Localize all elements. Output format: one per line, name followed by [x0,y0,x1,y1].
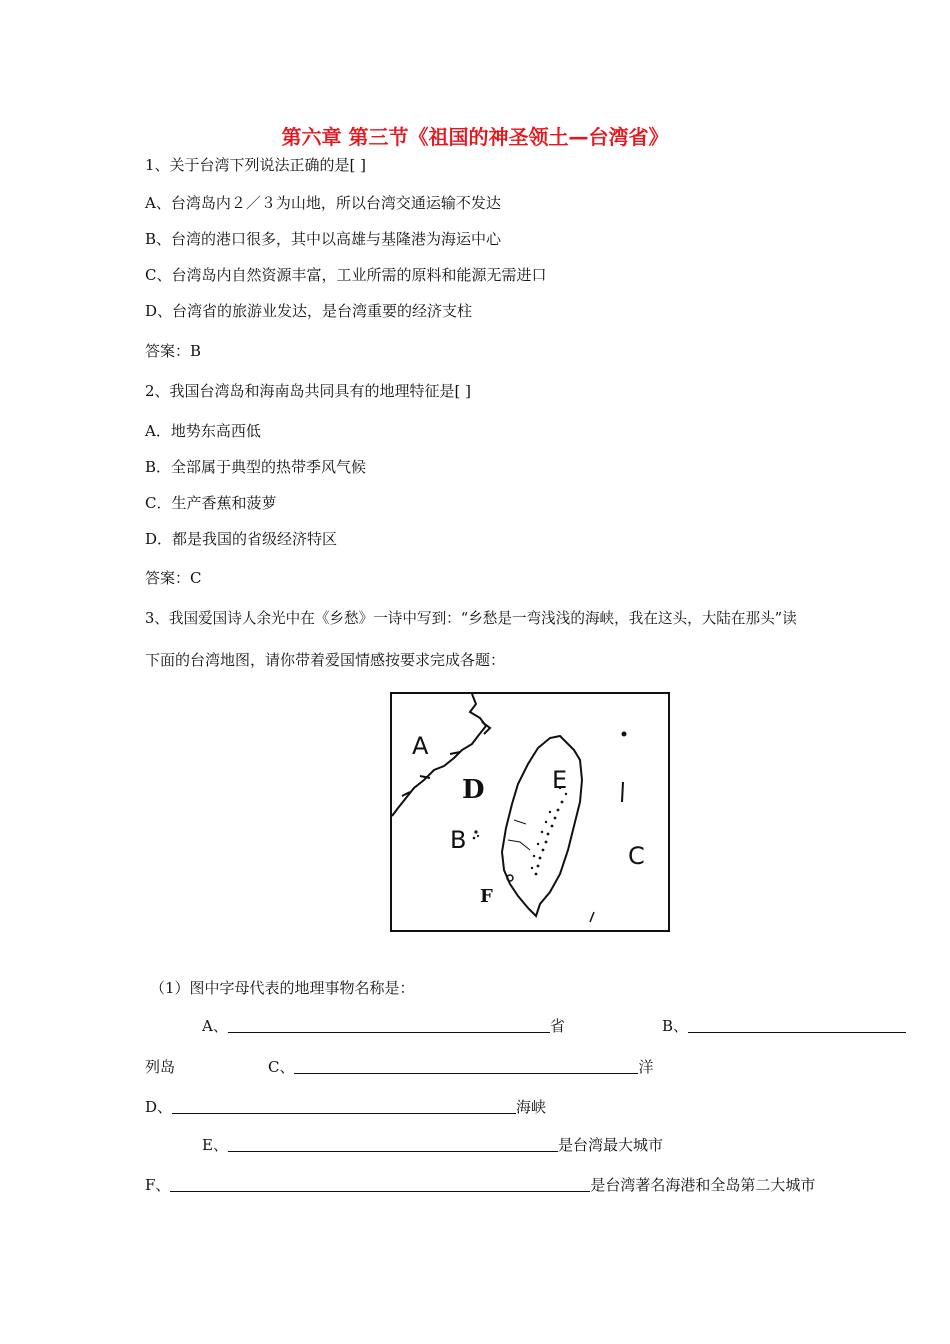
question-2-answer: 答案：C [145,569,202,587]
fill-d-suffix: 海峡 [516,1098,547,1116]
fill-d-blank[interactable] [172,1097,516,1114]
question-1-option-a: A、台湾岛内２／３为山地，所以台湾交通运输不发达 [145,194,501,212]
question-1-option-b: B、台湾的港口很多，其中以高雄与基隆港为海运中心 [145,230,502,248]
map-label-f: F [480,886,493,907]
question-1-answer: 答案：B [145,342,202,360]
page-title: 第六章 第三节《祖国的神圣领土—台湾省》 [281,125,669,149]
fill-row-ab [202,1016,565,1036]
question-2-option-c: C．生产香蕉和菠萝 [145,494,277,512]
question-2-option-d: D．都是我国的省级经济特区 [145,530,338,548]
question-1-stem: 1、关于台湾下列说法正确的是[ ] [145,156,367,174]
fill-b-prefix: B、 [662,1017,689,1035]
island-east [622,782,623,802]
fill-b-blank[interactable] [688,1016,906,1033]
fill-f-suffix: 是台湾著名海港和全岛第二大城市 [590,1176,816,1194]
fill-f-prefix: F、 [145,1176,171,1194]
fill-a-suffix: 省 [549,1017,565,1035]
question-2-option-a: A．地势东高西低 [145,422,261,440]
map-label-c: C [628,842,645,870]
taiwan-map [390,692,670,932]
question-1-option-c: C、台湾岛内自然资源丰富，工业所需的原料和能源无需进口 [145,266,547,284]
question-3-stem-line1: 3、我国爱国诗人余光中在《乡愁》一诗中写到：“乡愁是一弯浅浅的海峡，我在这头，大陆在那头”读 [145,610,797,627]
map-label-d: D [462,775,485,805]
fill-c-prefix: C、 [268,1058,295,1076]
fill-d-prefix: D、 [145,1098,173,1116]
fill-b-suffix: 列岛 [145,1058,176,1076]
fill-e-blank[interactable] [228,1135,558,1152]
map-label-e: E [552,766,568,794]
question-2-stem: 2、我国台湾岛和海南岛共同具有的地理特征是[ ] [145,382,472,400]
sub-question-1: （1）图中字母代表的地理事物名称是： [150,979,415,997]
map-label-a: A [412,732,429,760]
question-3-stem-line2: 下面的台湾地图，请你带着爱国情感按要求完成各题： [145,651,506,669]
map-label-b: B [450,826,467,854]
fill-a-prefix: A、 [202,1017,228,1035]
fill-row-c [268,1057,654,1077]
fill-row-d [145,1097,546,1117]
fill-row-b [662,1016,906,1036]
fill-f-blank[interactable] [170,1175,590,1192]
fill-e-prefix: E、 [202,1136,228,1154]
fill-row-f [145,1175,815,1195]
fill-e-suffix: 是台湾最大城市 [557,1136,663,1154]
question-2-option-b: B．全部属于典型的热带季风气候 [145,458,367,476]
fill-a-blank[interactable] [228,1016,550,1033]
question-1-option-d: D、台湾省的旅游业发达，是台湾重要的经济支柱 [145,302,473,320]
fill-c-suffix: 洋 [638,1058,654,1076]
island-northeast [622,732,627,737]
fill-c-blank[interactable] [294,1057,638,1074]
fill-row-e [202,1135,663,1155]
